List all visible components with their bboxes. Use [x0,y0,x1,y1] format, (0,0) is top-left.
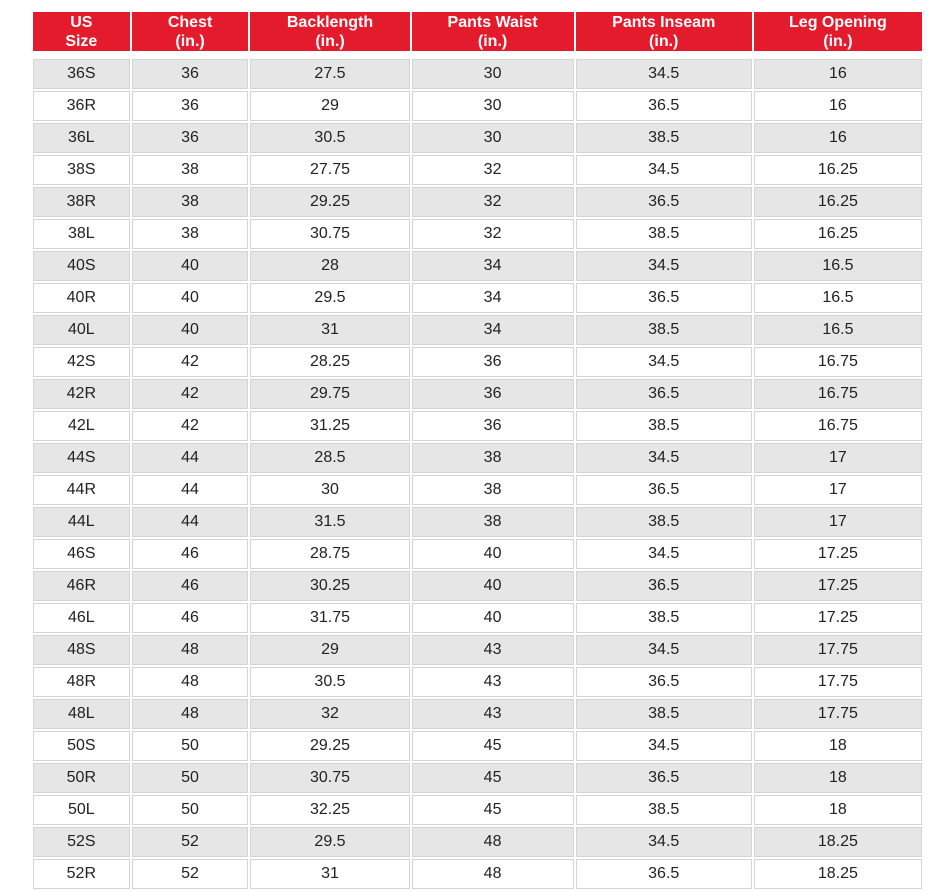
spacer-cell [33,53,922,57]
header-line: Backlength [286,13,374,31]
cell-leg-opening: 17.25 [754,539,922,569]
table-row [33,379,922,409]
cell-backlength: 32 [250,699,409,729]
cell-us-size: 48S [33,635,130,665]
table-row [33,731,922,761]
table-row [33,219,922,249]
cell-us-size: 46L [33,603,130,633]
cell-us-size: 36L [33,123,130,153]
cell-chest: 38 [132,155,249,185]
table-row [33,59,922,89]
cell-chest: 48 [132,699,249,729]
cell-pants-inseam: 34.5 [576,59,752,89]
cell-us-size: 50S [33,731,130,761]
cell-chest: 36 [132,91,249,121]
table-row [33,443,922,473]
cell-leg-opening: 17.25 [754,603,922,633]
cell-leg-opening: 16.25 [754,155,922,185]
cell-pants-inseam: 34.5 [576,635,752,665]
header-chest [132,12,249,51]
cell-backlength: 31 [250,859,409,889]
table-row [33,187,922,217]
header-line: (in.) [823,32,853,50]
cell-chest: 48 [132,635,249,665]
cell-chest: 42 [132,379,249,409]
cell-backlength: 31.75 [250,603,409,633]
cell-us-size: 42R [33,379,130,409]
cell-pants-waist: 45 [412,763,574,793]
cell-leg-opening: 16.25 [754,187,922,217]
header-leg-opening [754,12,922,51]
cell-backlength: 30 [250,475,409,505]
cell-leg-opening: 16.75 [754,347,922,377]
cell-us-size: 42L [33,411,130,441]
cell-backlength: 28.75 [250,539,409,569]
cell-leg-opening: 17.75 [754,667,922,697]
cell-chest: 44 [132,443,249,473]
cell-pants-waist: 34 [412,251,574,281]
cell-us-size: 40L [33,315,130,345]
table-row [33,315,922,345]
cell-pants-inseam: 36.5 [576,283,752,313]
cell-pants-waist: 38 [412,475,574,505]
header-backlength [250,12,409,51]
table-row [33,475,922,505]
cell-pants-inseam: 38.5 [576,123,752,153]
cell-leg-opening: 18 [754,795,922,825]
cell-pants-waist: 45 [412,795,574,825]
cell-us-size: 38S [33,155,130,185]
cell-pants-inseam: 36.5 [576,187,752,217]
cell-leg-opening: 16.75 [754,411,922,441]
cell-backlength: 31.5 [250,507,409,537]
cell-us-size: 48R [33,667,130,697]
cell-chest: 40 [132,315,249,345]
cell-us-size: 52R [33,859,130,889]
cell-chest: 40 [132,283,249,313]
cell-pants-inseam: 34.5 [576,539,752,569]
cell-pants-inseam: 38.5 [576,507,752,537]
cell-pants-waist: 38 [412,443,574,473]
cell-pants-waist: 30 [412,59,574,89]
cell-pants-waist: 40 [412,603,574,633]
cell-leg-opening: 16.5 [754,283,922,313]
cell-pants-inseam: 34.5 [576,443,752,473]
cell-leg-opening: 16.25 [754,219,922,249]
cell-pants-inseam: 34.5 [576,155,752,185]
cell-pants-inseam: 38.5 [576,603,752,633]
header-line: (in.) [175,32,205,50]
table-row [33,251,922,281]
cell-us-size: 38R [33,187,130,217]
cell-backlength: 27.75 [250,155,409,185]
cell-pants-inseam: 38.5 [576,411,752,441]
cell-pants-inseam: 38.5 [576,795,752,825]
cell-chest: 36 [132,59,249,89]
cell-leg-opening: 18.25 [754,859,922,889]
cell-us-size: 38L [33,219,130,249]
cell-chest: 42 [132,411,249,441]
cell-pants-inseam: 36.5 [576,667,752,697]
header-line: (in.) [649,32,679,50]
header-us-size [33,12,130,51]
cell-chest: 46 [132,603,249,633]
cell-backlength: 28.25 [250,347,409,377]
header-pants-inseam [576,12,752,51]
cell-pants-waist: 43 [412,667,574,697]
cell-pants-waist: 40 [412,571,574,601]
header-line: (in.) [315,32,345,50]
cell-leg-opening: 18.25 [754,827,922,857]
cell-chest: 44 [132,475,249,505]
cell-backlength: 30.5 [250,123,409,153]
cell-chest: 38 [132,219,249,249]
cell-leg-opening: 18 [754,731,922,761]
cell-backlength: 29.5 [250,827,409,857]
cell-chest: 50 [132,731,249,761]
cell-leg-opening: 17 [754,507,922,537]
cell-chest: 40 [132,251,249,281]
cell-backlength: 27.5 [250,59,409,89]
cell-chest: 46 [132,539,249,569]
cell-backlength: 30.25 [250,571,409,601]
table-row [33,155,922,185]
cell-backlength: 28 [250,251,409,281]
cell-us-size: 50R [33,763,130,793]
cell-us-size: 36R [33,91,130,121]
cell-pants-inseam: 36.5 [576,859,752,889]
cell-pants-waist: 36 [412,347,574,377]
cell-leg-opening: 17.25 [754,571,922,601]
cell-chest: 48 [132,667,249,697]
cell-chest: 50 [132,763,249,793]
table-row [33,123,922,153]
cell-leg-opening: 16.5 [754,251,922,281]
table-row [33,699,922,729]
cell-leg-opening: 17 [754,475,922,505]
cell-pants-inseam: 36.5 [576,763,752,793]
cell-leg-opening: 16 [754,123,922,153]
cell-pants-waist: 30 [412,91,574,121]
table-row [33,411,922,441]
table-row [33,571,922,601]
cell-pants-inseam: 36.5 [576,571,752,601]
header-pants-waist [412,12,574,51]
cell-us-size: 36S [33,59,130,89]
table-row [33,763,922,793]
cell-leg-opening: 16.5 [754,315,922,345]
cell-us-size: 40S [33,251,130,281]
cell-pants-inseam: 36.5 [576,91,752,121]
cell-us-size: 40R [33,283,130,313]
cell-us-size: 48L [33,699,130,729]
table-body [33,53,922,889]
cell-pants-waist: 36 [412,411,574,441]
cell-backlength: 29.25 [250,187,409,217]
cell-chest: 36 [132,123,249,153]
cell-pants-inseam: 38.5 [576,699,752,729]
cell-leg-opening: 16 [754,59,922,89]
header-line: (in.) [477,32,508,50]
table-row [33,283,922,313]
cell-us-size: 42S [33,347,130,377]
header-spacer [33,53,922,57]
cell-leg-opening: 17 [754,443,922,473]
cell-pants-waist: 34 [412,283,574,313]
cell-pants-waist: 34 [412,315,574,345]
cell-backlength: 30.5 [250,667,409,697]
cell-us-size: 44L [33,507,130,537]
cell-pants-waist: 30 [412,123,574,153]
cell-chest: 52 [132,859,249,889]
cell-backlength: 29.5 [250,283,409,313]
cell-backlength: 28.5 [250,443,409,473]
cell-backlength: 31 [250,315,409,345]
header-line: Pants Inseam [612,13,716,31]
cell-leg-opening: 16 [754,91,922,121]
header-line: Pants Waist [447,13,538,31]
table-row [33,795,922,825]
cell-pants-waist: 32 [412,155,574,185]
cell-pants-waist: 32 [412,219,574,249]
cell-chest: 50 [132,795,249,825]
cell-pants-waist: 32 [412,187,574,217]
cell-backlength: 30.75 [250,219,409,249]
header-line: Size [65,32,98,50]
size-chart-table [31,10,924,891]
cell-leg-opening: 16.75 [754,379,922,409]
cell-pants-inseam: 34.5 [576,251,752,281]
cell-chest: 42 [132,347,249,377]
cell-backlength: 29.75 [250,379,409,409]
cell-pants-waist: 45 [412,731,574,761]
cell-pants-inseam: 38.5 [576,315,752,345]
cell-us-size: 46R [33,571,130,601]
cell-leg-opening: 17.75 [754,635,922,665]
cell-pants-waist: 38 [412,507,574,537]
header-line: US [70,13,93,31]
cell-backlength: 30.75 [250,763,409,793]
cell-pants-waist: 40 [412,539,574,569]
cell-pants-inseam: 34.5 [576,347,752,377]
cell-us-size: 46S [33,539,130,569]
cell-us-size: 44S [33,443,130,473]
table-row [33,827,922,857]
cell-leg-opening: 18 [754,763,922,793]
cell-pants-inseam: 36.5 [576,379,752,409]
table-row [33,347,922,377]
cell-us-size: 50L [33,795,130,825]
table-row [33,859,922,889]
table-row [33,91,922,121]
cell-us-size: 52S [33,827,130,857]
header-line: Leg Opening [789,13,887,31]
cell-pants-waist: 48 [412,859,574,889]
cell-backlength: 29.25 [250,731,409,761]
cell-pants-inseam: 36.5 [576,475,752,505]
cell-pants-waist: 36 [412,379,574,409]
header-line: Chest [167,13,213,31]
cell-backlength: 31.25 [250,411,409,441]
header-row [33,12,922,51]
cell-pants-inseam: 38.5 [576,219,752,249]
cell-chest: 38 [132,187,249,217]
cell-pants-inseam: 34.5 [576,827,752,857]
cell-us-size: 44R [33,475,130,505]
cell-leg-opening: 17.75 [754,699,922,729]
cell-chest: 46 [132,571,249,601]
table-row [33,539,922,569]
table-row [33,603,922,633]
cell-chest: 52 [132,827,249,857]
cell-backlength: 32.25 [250,795,409,825]
cell-pants-waist: 48 [412,827,574,857]
table-row [33,635,922,665]
cell-pants-waist: 43 [412,699,574,729]
table-row [33,507,922,537]
cell-pants-waist: 43 [412,635,574,665]
table-row [33,667,922,697]
cell-backlength: 29 [250,635,409,665]
cell-backlength: 29 [250,91,409,121]
cell-chest: 44 [132,507,249,537]
cell-pants-inseam: 34.5 [576,731,752,761]
